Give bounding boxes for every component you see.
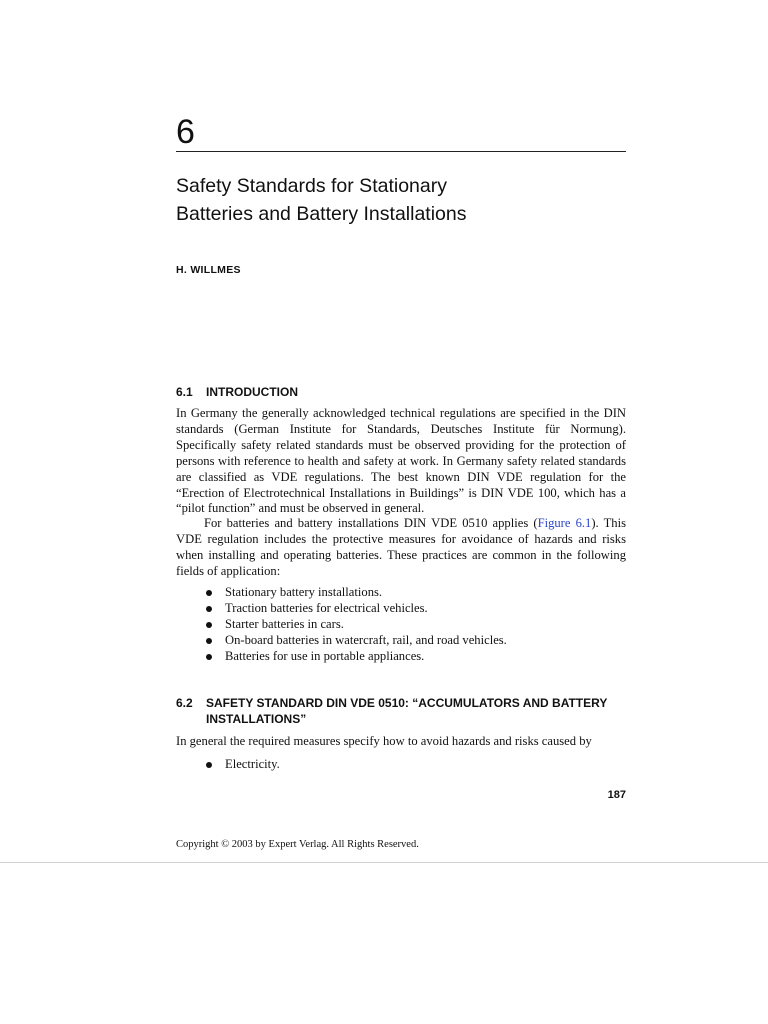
- figure-link[interactable]: Figure 6.1: [537, 516, 592, 530]
- intro-paragraph-1: In Germany the generally acknowledged technical regulations are specified in the DIN standards (German Institute for Standards, Deutsches Institute für Normung). Specifically safety related standards must be observed providing for the protection of persons with reference to health and safety at work. In Germany safety related standards are classified as VDE regulations. The best known DIN VDE regulation for the “Erection of Electrotechnical Installations in Buildings” is DIN VDE 100, which has a “pilot function” and must be observed in general.: [176, 406, 626, 516]
- list-item-text: On-board batteries in watercraft, rail, and road vehicles.: [225, 632, 507, 647]
- chapter-title-line2: Batteries and Battery Installations: [176, 203, 467, 225]
- chapter-title-line1: Safety Standards for Stationary: [176, 175, 447, 197]
- list-item-text: Electricity.: [225, 757, 280, 771]
- bullet-icon: [206, 590, 212, 596]
- section-title: INTRODUCTION: [206, 385, 298, 399]
- hazard-list: [205, 757, 625, 773]
- list-item-text: Traction batteries for electrical vehicles.: [225, 600, 428, 615]
- bullet-icon: [206, 606, 212, 612]
- list-item: [205, 617, 625, 633]
- copyright-notice: Copyright © 2003 by Expert Verlag. All Rights Reserved.: [176, 839, 419, 850]
- page-number: 187: [607, 789, 626, 801]
- bullet-icon: [206, 654, 212, 660]
- bullet-icon: [206, 638, 212, 644]
- intro-paragraph-2: [176, 516, 626, 580]
- bullet-icon: [206, 762, 212, 768]
- paragraph-text: For batteries and battery installations DIN VDE 0510 applies (: [204, 516, 538, 530]
- list-item-text: Starter batteries in cars.: [225, 616, 344, 631]
- section2-paragraph: In general the required measures specify how to avoid hazards and risks caused by: [176, 734, 592, 748]
- bullet-icon: [206, 622, 212, 628]
- author-name: H. WILLMES: [176, 264, 241, 276]
- list-item: [205, 649, 625, 665]
- list-item-text: Stationary battery installations.: [225, 585, 383, 599]
- application-list: [205, 585, 625, 665]
- section-heading-intro: [176, 384, 626, 400]
- list-item-text: Batteries for use in portable appliances.: [225, 648, 425, 663]
- chapter-number: 6: [176, 113, 195, 151]
- paragraph-text: ). This VDE regulation includes the protective measures for avoidance of hazards and risks when installing and operating batteries. These practices are common in the following fields of application:: [176, 516, 626, 578]
- section-heading-din-vde: [176, 695, 626, 727]
- list-item: [205, 757, 625, 773]
- section-number: 6.1: [176, 385, 193, 399]
- section-number: 6.2: [176, 696, 193, 710]
- list-item: [205, 633, 625, 649]
- chapter-title: [176, 172, 626, 228]
- page-edge-divider: [0, 862, 768, 863]
- section-title: SAFETY STANDARD DIN VDE 0510: “ACCUMULATORS AND BATTERY INSTALLATIONS”: [206, 696, 608, 726]
- list-item: [205, 601, 625, 617]
- chapter-divider: [176, 151, 626, 152]
- list-item: [205, 585, 625, 601]
